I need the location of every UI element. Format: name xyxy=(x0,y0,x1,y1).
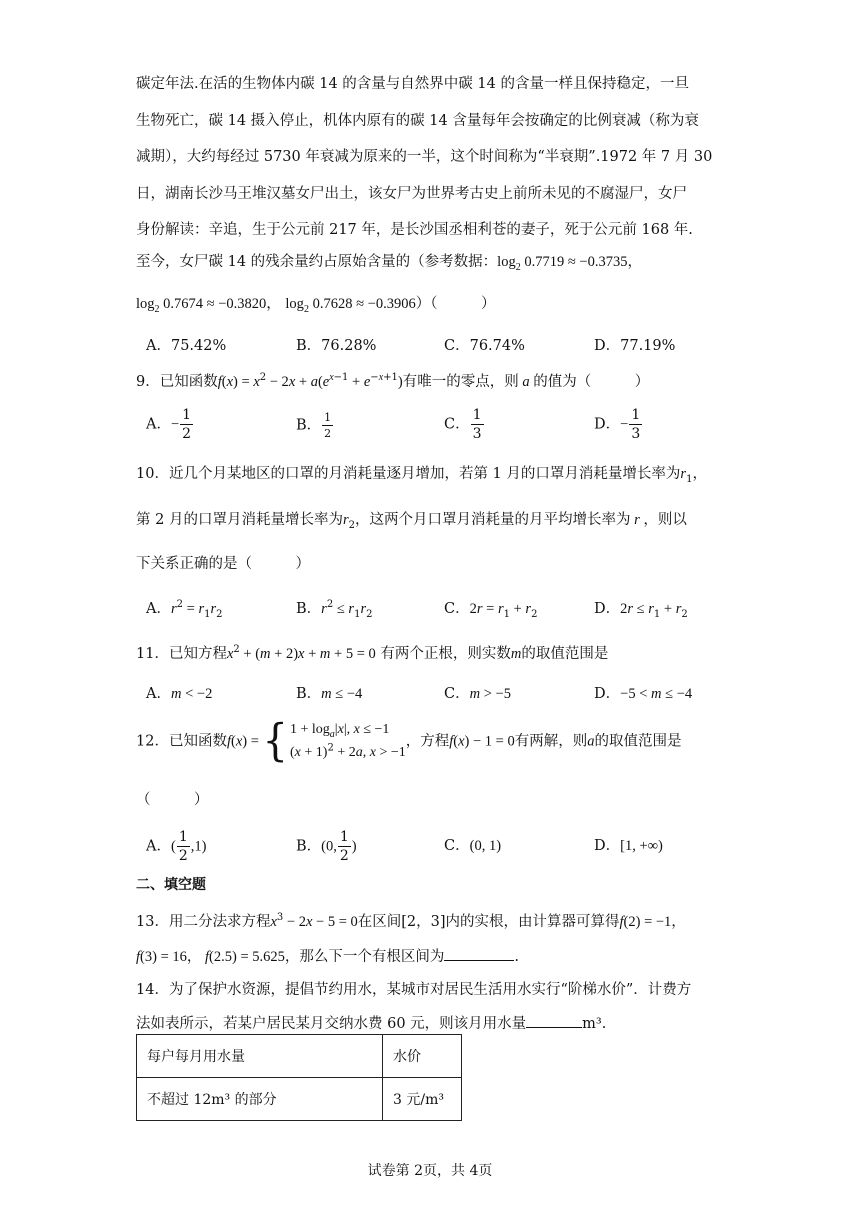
q8-option-b: B．76.28% xyxy=(296,338,377,354)
q8-line-6-text: 至今，女尸碳 14 的残余量约占原始含量的（参考数据： xyxy=(136,254,498,270)
q8-log-3: 0.7628 ≈ −0.3906 xyxy=(312,296,416,312)
q9-option-c: C． $\frac{1}{3}$ xyxy=(444,407,482,442)
water-price-table xyxy=(136,1034,462,1121)
table-header-price: 水价 xyxy=(383,1035,462,1078)
q10-option-c: C．$2r = r_1 + r_2$ xyxy=(444,601,538,620)
q13-line-2: f(3) = 16， f(2.5) = 5.625，那么下一个有根区间为 . xyxy=(136,949,519,965)
table-cell-usage: 不超过 12m³ 的部分 xyxy=(137,1078,383,1121)
q12-option-d: D．[1, +∞) xyxy=(594,838,663,854)
q9-option-a: A．− $\frac{1}{2}$ xyxy=(146,407,192,442)
q8-option-a: A．75.42% xyxy=(146,338,227,354)
q11-option-c: C．m > −5 xyxy=(444,686,511,702)
q11-stem: 11．已知方程$x^2 + (m + 2)x + m + 5 = 0$ 有两个正根，则实数m的取值范围是 xyxy=(136,644,609,662)
q8-option-c: C．76.74% xyxy=(444,338,525,354)
q14-answer-blank[interactable] xyxy=(526,1027,582,1028)
q8-log-2: 0.7674 ≈ −0.3820， xyxy=(163,296,281,312)
q9-suffix: 有唯一的零点，则 xyxy=(402,374,519,390)
q10-option-d: D．$2r \le r_1 + r_2$ xyxy=(594,601,688,620)
q10-line-3: 下关系正确的是（ ） xyxy=(136,556,310,572)
q8-line-5: 身份解读：辛追，生于公元前 217 年，是长沙国丞相利苍的妻子，死于公元前 168 年. xyxy=(136,222,693,238)
q9-suffix-2: 的值为（ ） xyxy=(533,374,650,390)
q13-line-1: 13．用二分法求方程$x^3 - 2x - 5 = 0$在区间[2，3]内的实根，由计算器可算得f(2) = −1， xyxy=(136,912,686,930)
q8-line-1: 碳定年法.在活的生物体内碳 14 的含量与自然界中碳 14 的含量一样且保持稳定，一旦 xyxy=(136,76,689,92)
q12-stem: 12．已知函数f(x) = { $1 + \log_a|x|$, x ≤ −1 $(x + 1)^2 + 2a$, x > −1 ，方程f(x) − 1 = 0有两解，则a的取值范围是 xyxy=(136,716,682,767)
q12-option-c: C．(0, 1) xyxy=(444,838,502,854)
q10-option-b: B．$r^2 \le r_1r_2$ xyxy=(296,599,373,620)
q8-tail: ）（ ） xyxy=(415,296,496,312)
q10-line-1: 10．近几个月某地区的口罩的月消耗量逐月增加，若第 1 月的口罩月消耗量增长率为$r_1$， xyxy=(136,466,707,485)
q11-option-a: A．m < −2 xyxy=(146,686,213,702)
table-cell-price: 3 元/m³ xyxy=(383,1078,462,1121)
q11-option-b: B．m ≤ −4 xyxy=(296,686,363,702)
q12-option-b: B．(0, $\frac{1}{2}$ ) xyxy=(296,829,357,864)
section-title-fill-in: 二、填空题 xyxy=(136,877,206,893)
q12-option-a: A．( $\frac{1}{2}$ ,1) xyxy=(146,829,207,864)
q9-option-d: D．− $\frac{1}{3}$ xyxy=(594,407,641,442)
table-header-usage: 每户每月用水量 xyxy=(137,1035,383,1078)
q9-function: f xyxy=(217,374,222,390)
q14-line-2: 法如表所示，若某户居民某月交纳水费 60 元，则该月用水量 m³. xyxy=(136,1016,607,1032)
q8-line-2: 生物死亡，碳 14 摄入停止，机体内原有的碳 14 含量每年会按确定的比例衰减（称为衰 xyxy=(136,113,699,129)
q8-line-4: 日，湖南长沙马王堆汉墓女尸出土，该女尸为世界考古史上前所未见的不腐湿尸，女尸 xyxy=(136,186,687,202)
q10-line-2: 第 2 月的口罩月消耗量增长率为$r_2$，这两个月口罩月消耗量的月平均增长率为 r ，则以 xyxy=(136,512,687,531)
q13-answer-blank[interactable] xyxy=(444,960,514,961)
q9-stem: 9．已知函数$f(x) = x^2 - 2x + a(e^{x-1} + e^{-x+1})$有唯一的零点，则 a 的值为（ ） xyxy=(136,372,650,390)
q8-line-6: 至今，女尸碳 14 的残余量约占原始含量的（参考数据：$\log_2 0.7719 \approx -0.3735$， xyxy=(136,254,642,273)
page-footer: 试卷第 2页，共 4页 xyxy=(367,1163,493,1179)
q8-line-3: 减期），大约每经过 5730 年衰减为原来的一半，这个时间称为“半衰期”.1972 年 7 月 30 xyxy=(136,149,713,165)
q9-option-b: B． $\frac{1}{2}$ xyxy=(296,411,332,440)
q8-line-7: $\log_2 0.7674 \approx -0.3820$， $\log_2 0.7628 \approx -0.3906$）（ ） xyxy=(136,296,496,315)
q8-log-1: 0.7719 ≈ −0.3735， xyxy=(524,254,642,270)
q10-option-a: A．$r^2 = r_1r_2$ xyxy=(146,599,223,620)
table-row xyxy=(137,1035,462,1078)
q14-line-1: 14．为了保护水资源，提倡节约用水，某城市对居民生活用水实行“阶梯水价”．计费方 xyxy=(136,982,692,998)
q11-option-d: D．−5 < m ≤ −4 xyxy=(594,686,693,702)
q8-option-d: D．77.19% xyxy=(594,338,676,354)
table-row xyxy=(137,1078,462,1121)
q12-paren: （ ） xyxy=(136,792,209,808)
q9-prefix: 9．已知函数 xyxy=(136,374,218,390)
